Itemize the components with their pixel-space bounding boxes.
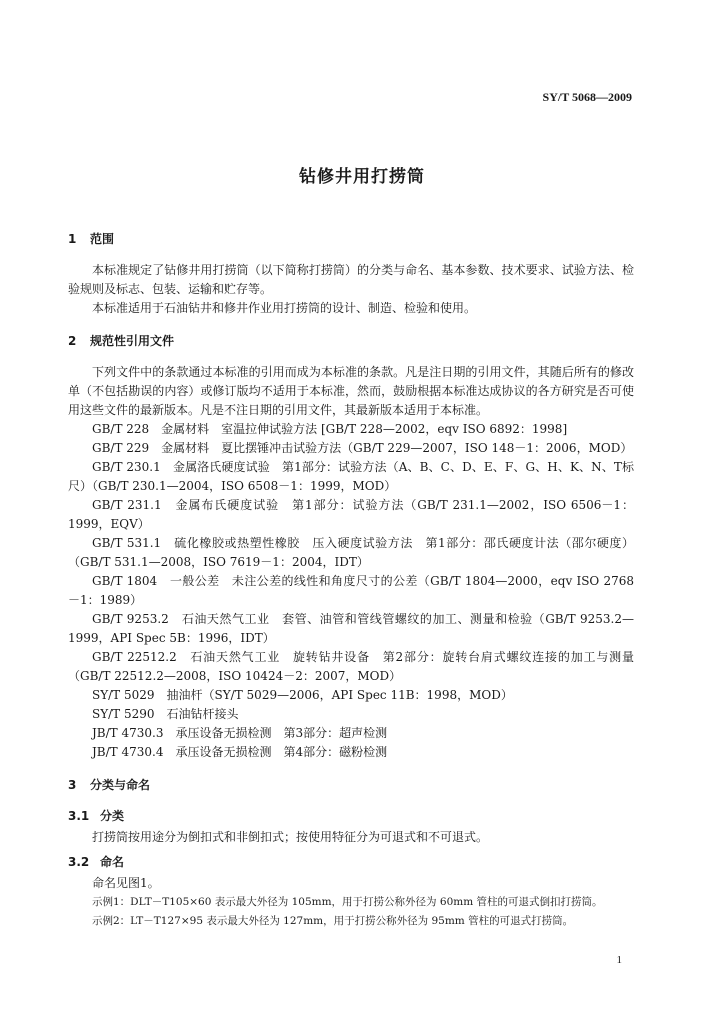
subsection-title: 命名 [100,855,125,869]
section-title: 规范性引用文件 [90,334,175,348]
section-title: 范围 [90,232,115,246]
reference-item: GB/T 230.1 金属洛氏硬度试验 第1部分：试验方法（A、B、C、D、E、F、G、H、K、N、T标尺）（GB/T 230.1—2004，ISO 6508－1：1999，MOD） [68,460,634,493]
section-2-heading [68,332,634,351]
section-number: 3 [68,778,77,792]
reference-item: GB/T 228 金属材料 室温拉伸试验方法 [GB/T 228—2002，eqv ISO 6892：1998] [92,422,568,436]
reference-item: SY/T 5290 石油钻杆接头 [92,707,239,721]
subsection-3-2-heading [68,853,634,872]
example-2: 示例2：LT－T127×95 表示最大外径为 127mm，用于打捞公称外径为 95mm 管柱的可退式打捞筒。 [92,915,574,927]
paragraph: 命名见图1。 [92,876,160,890]
paragraph: 打捞筒按用途分为倒扣式和非倒扣式；按使用特征分为可退式和不可退式。 [92,830,489,844]
section-number: 1 [68,232,77,246]
reference-item: GB/T 531.1 硫化橡胶或热塑性橡胶 压入硬度试验方法 第1部分：邵氏硬度计法（邵尔硬度）（GB/T 531.1—2008，ISO 7619－1：2004，IDT） [68,536,634,569]
reference-item: GB/T 1804 一般公差 未注公差的线性和角度尺寸的公差（GB/T 1804—2000，eqv ISO 2768－1：1989） [68,574,634,607]
subsection-number: 3.1 [68,809,90,823]
subsection-3-1-heading [68,807,634,826]
page-number: 1 [616,954,622,966]
example-1: 示例1：DLT－T105×60 表示最大外径为 105mm，用于打捞公称外径为 60mm 管柱的可退式倒扣打捞筒。 [92,896,603,908]
section-number: 2 [68,334,77,348]
reference-item: GB/T 22512.2 石油天然气工业 旋转钻井设备 第2部分：旋转台肩式螺纹连接的加工与测量（GB/T 22512.2—2008，ISO 10424－2：2007，MOD） [68,650,634,683]
section-1-heading [68,230,634,249]
reference-item: GB/T 229 金属材料 夏比摆锤冲击试验方法（GB/T 229—2007，ISO 148－1：2006，MOD） [92,441,633,455]
paragraph: 本标准规定了钻修井用打捞筒（以下简称打捞筒）的分类与命名、基本参数、技术要求、试验方法、检验规则及标志、包装、运输和贮存等。 [68,263,634,296]
section-title: 分类与命名 [90,778,151,792]
reference-item: JB/T 4730.4 承压设备无损检测 第4部分：磁粉检测 [92,745,388,759]
section-3-heading [68,776,634,795]
paragraph: 本标准适用于石油钻井和修井作业用打捞筒的设计、制造、检验和使用。 [92,301,477,315]
standard-code: SY/T 5068—2009 [542,90,632,104]
reference-item: SY/T 5029 抽油杆（SY/T 5029—2006，API Spec 11B：1998，MOD） [92,688,513,702]
subsection-number: 3.2 [68,855,90,869]
paragraph: 下列文件中的条款通过本标准的引用而成为本标准的条款。凡是注日期的引用文件，其随后所有的修改单（不包括勘误的内容）或修订版均不适用于本标准，然而，鼓励根据本标准达成协议的各方研究是否可使用这些文件的最新版本。凡是不注日期的引用文件，其最新版本适用于本标准。 [68,365,634,417]
reference-item: JB/T 4730.3 承压设备无损检测 第3部分：超声检测 [92,726,388,740]
document-body [68,230,634,931]
subsection-title: 分类 [100,809,125,823]
reference-item: GB/T 231.1 金属布氏硬度试验 第1部分：试验方法（GB/T 231.1—2002，ISO 6506－1：1999，EQV） [68,498,634,531]
reference-item: GB/T 9253.2 石油天然气工业 套管、油管和管线管螺纹的加工、测量和检验（GB/T 9253.2—1999，API Spec 5B：1996，IDT） [68,612,634,645]
document-title: 钻修井用打捞筒 [299,167,425,187]
